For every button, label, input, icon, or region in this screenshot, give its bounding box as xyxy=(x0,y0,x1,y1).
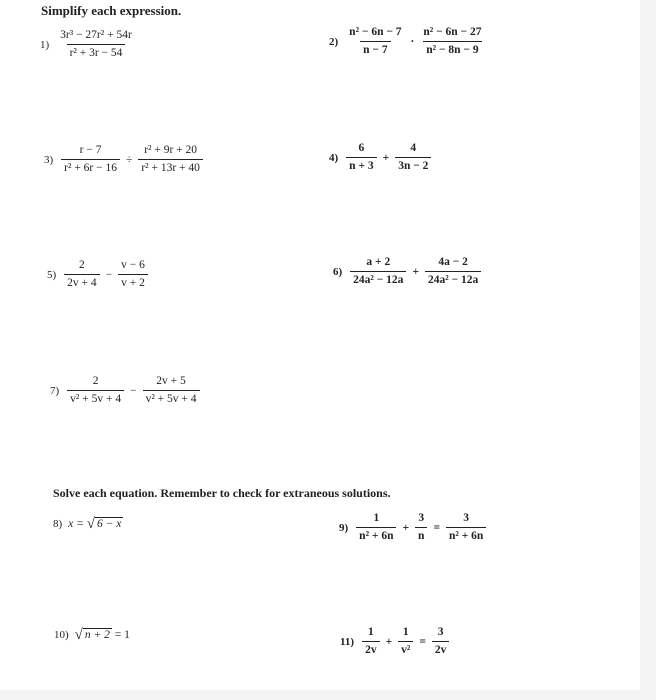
operator: + xyxy=(385,635,393,648)
fraction xyxy=(446,512,486,543)
section-heading-solve: Solve each equation. Remember to check for extraneous solutions. xyxy=(53,486,391,500)
operator: + xyxy=(402,521,410,534)
numerator: 3 xyxy=(463,512,470,524)
problem-9 xyxy=(339,512,488,543)
equals-sign: = xyxy=(433,521,440,534)
fraction xyxy=(61,144,120,175)
fraction xyxy=(346,26,404,57)
radicand: 6 − x xyxy=(97,518,122,530)
square-root xyxy=(75,628,112,642)
numerator: 3r³ − 27r² + 54r xyxy=(60,29,132,41)
numerator: 4 xyxy=(410,142,417,154)
fraction xyxy=(64,259,100,290)
fraction xyxy=(425,256,481,287)
operator: − xyxy=(105,268,113,281)
problem-6 xyxy=(333,256,483,287)
denominator: r² + 13r + 40 xyxy=(138,159,203,175)
denominator: 24a² − 12a xyxy=(350,271,406,287)
denominator: 2v xyxy=(362,641,380,657)
problem-8 xyxy=(53,517,123,531)
numerator: 1 xyxy=(402,626,409,638)
problem-number: 8) xyxy=(53,518,63,530)
denominator: v² + 5v + 4 xyxy=(67,390,124,406)
problem-7 xyxy=(50,375,202,406)
operator: + xyxy=(412,265,419,278)
numerator: 2 xyxy=(79,259,85,271)
fraction xyxy=(57,29,135,60)
square-root xyxy=(87,517,124,531)
denominator: r² + 6r − 16 xyxy=(61,159,120,175)
problem-number: 4) xyxy=(329,151,339,164)
problem-number: 9) xyxy=(339,521,349,534)
problem-4 xyxy=(329,142,433,173)
denominator: n − 7 xyxy=(360,41,390,57)
fraction xyxy=(356,512,396,543)
fraction xyxy=(432,626,450,657)
problem-2 xyxy=(329,26,486,57)
numerator: 1 xyxy=(367,626,374,638)
operator: − xyxy=(130,384,137,397)
problem-10 xyxy=(54,628,130,642)
denominator: n² + 6n xyxy=(446,527,486,543)
fraction xyxy=(395,142,431,173)
equation-lhs: x = xyxy=(68,518,87,530)
numerator: 1 xyxy=(373,512,380,524)
denominator: 2v xyxy=(432,641,450,657)
denominator: n² + 6n xyxy=(356,527,396,543)
fraction xyxy=(138,144,203,175)
fraction xyxy=(362,626,380,657)
denominator: 2v + 4 xyxy=(64,274,100,290)
problem-3 xyxy=(44,144,205,175)
problem-number: 2) xyxy=(329,35,339,48)
numerator: 3 xyxy=(418,512,425,524)
fraction xyxy=(143,375,200,406)
problem-5 xyxy=(47,259,150,290)
denominator: n + 3 xyxy=(346,157,376,173)
problem-number: 10) xyxy=(54,629,69,641)
fraction xyxy=(398,626,413,657)
section-heading-simplify: Simplify each expression. xyxy=(41,3,182,18)
denominator: v² + 5v + 4 xyxy=(143,390,200,406)
problem-number: 11) xyxy=(340,635,355,648)
radicand: n + 2 xyxy=(84,629,110,641)
denominator: n² − 8n − 9 xyxy=(423,41,481,57)
fraction xyxy=(118,259,148,290)
fraction xyxy=(346,142,376,173)
numerator: 6 xyxy=(358,142,365,154)
problem-number: 6) xyxy=(333,265,343,278)
fraction xyxy=(67,375,124,406)
fraction xyxy=(350,256,406,287)
operator: · xyxy=(410,35,415,48)
numerator: n² − 6n − 7 xyxy=(349,26,402,38)
equation-rhs: = 1 xyxy=(111,629,130,641)
operator: + xyxy=(382,151,390,164)
denominator: 24a² − 12a xyxy=(425,271,481,287)
equals-sign: = xyxy=(419,635,426,648)
problem-number: 5) xyxy=(47,268,57,281)
denominator: 3n − 2 xyxy=(395,157,431,173)
numerator: 2 xyxy=(92,375,99,387)
numerator: r² + 9r + 20 xyxy=(144,144,198,156)
problem-11 xyxy=(340,626,451,657)
numerator: r − 7 xyxy=(79,144,102,156)
problem-number: 3) xyxy=(44,153,54,166)
fraction xyxy=(420,26,484,57)
fraction xyxy=(415,512,427,543)
operator: ÷ xyxy=(126,153,133,166)
radical-sign-icon: √ xyxy=(74,627,83,643)
numerator: v − 6 xyxy=(121,259,145,271)
numerator: 2v + 5 xyxy=(156,375,186,387)
numerator: a + 2 xyxy=(366,256,391,268)
problem-1 xyxy=(40,29,137,60)
denominator: v + 2 xyxy=(118,274,148,290)
radical-sign-icon: √ xyxy=(86,516,96,532)
numerator: 4a − 2 xyxy=(438,256,468,268)
denominator: v² xyxy=(398,641,413,657)
problem-number: 1) xyxy=(40,38,50,51)
numerator: 3 xyxy=(437,626,444,638)
numerator: n² − 6n − 27 xyxy=(423,26,482,38)
denominator: r² + 3r − 54 xyxy=(67,44,126,60)
problem-number: 7) xyxy=(50,384,60,397)
denominator: n xyxy=(415,527,427,543)
